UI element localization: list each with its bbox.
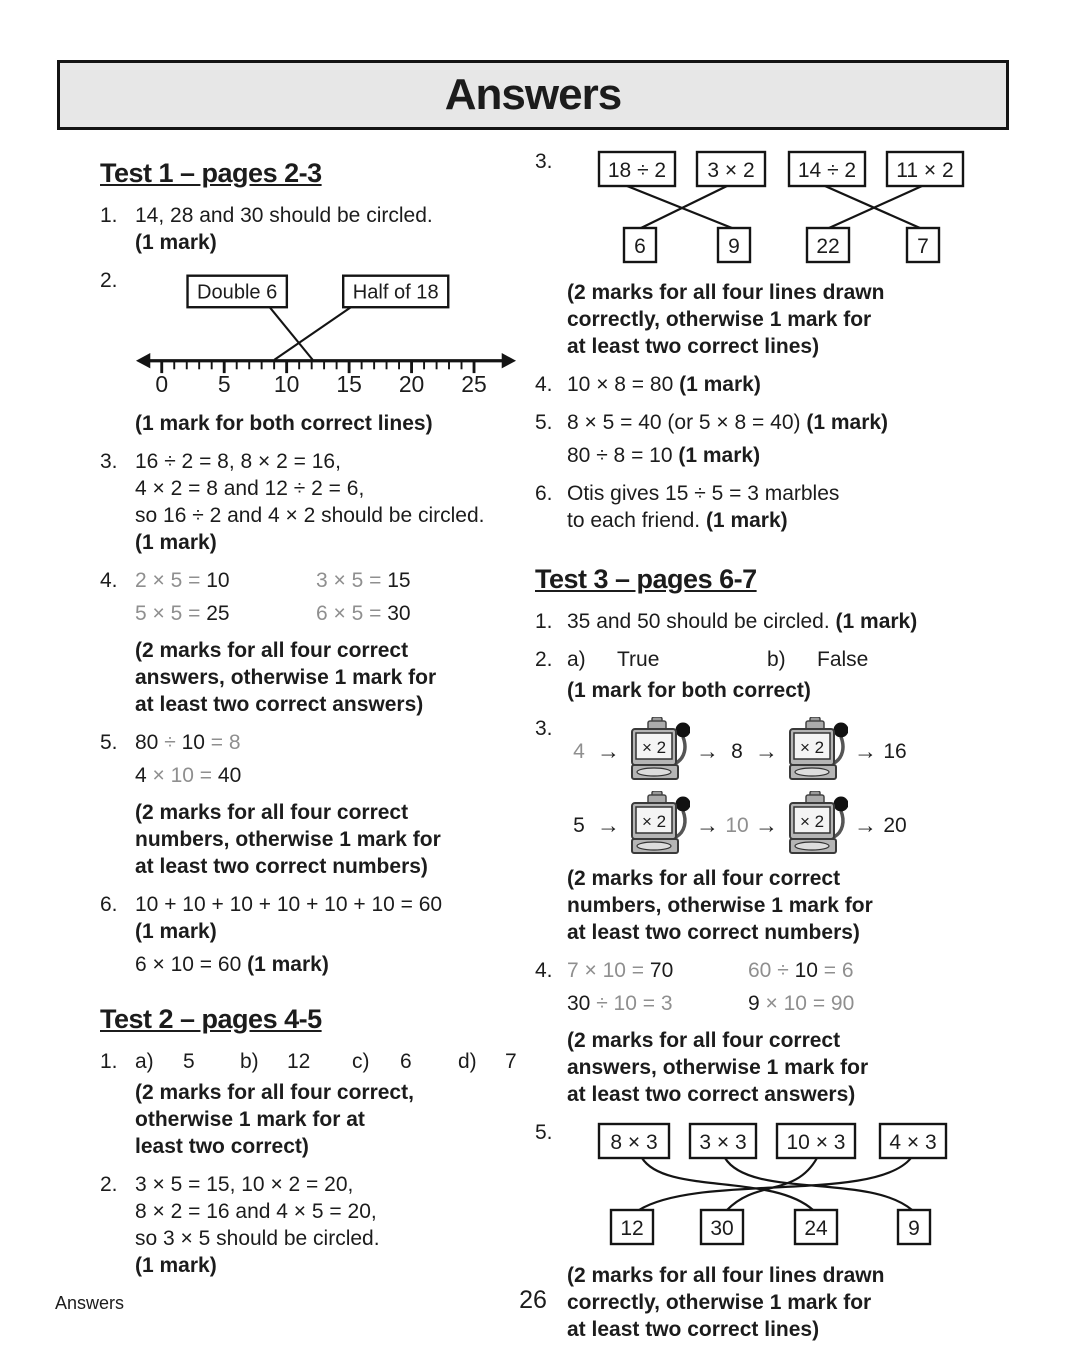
question-number: 1. [100,1050,118,1073]
answer-text: Otis gives 15 ÷ 5 = 3 marbles [567,482,840,505]
part-value: True [617,648,660,671]
question-number: 1. [535,610,553,633]
mark-note: (1 mark) [135,920,217,943]
question-number: 4. [100,569,118,592]
test1-q3 [100,448,514,556]
question-number: 1. [100,204,118,227]
tick-label-15: 15 [336,371,362,397]
function-machine-icon [626,791,690,859]
label-box-double-6: Double 6 [197,281,278,304]
test2-q1 [100,1048,517,1160]
answer-text: so 16 ÷ 2 and 4 × 2 should be circled. [135,504,485,527]
mark-note: (1 mark for both correct) [567,679,811,702]
number-line-svg [135,269,517,397]
function-machine-row [567,791,1013,859]
tick-label-20: 20 [398,371,425,397]
arrow-right-icon: → [597,811,620,838]
tick-label-25: 25 [461,371,487,397]
match-top-box: 4 × 3 [889,1131,937,1154]
test-1-heading: Test 1 – pages 2-3 [100,158,322,188]
arrow-right-icon: → [854,811,877,838]
question-number: 4. [535,959,553,982]
page-number: 26 [519,1286,547,1314]
answer-text: 10 × 8 = 80 [567,373,674,396]
function-machine-icon [784,717,848,785]
test-3-heading: Test 3 – pages 6-7 [535,564,757,594]
equation-grid [567,957,1013,1017]
arrow-right-icon: → [854,737,877,764]
equation-grid [135,567,514,627]
matching-diagram [567,1121,1013,1256]
part-value: 6 [400,1050,412,1073]
match-top-box: 11 × 2 [896,159,954,182]
answer-text: so 3 × 5 should be circled. [135,1227,380,1250]
machine-middle-value: 10 [725,813,749,837]
equation: 6 × 5 = 30 [316,602,411,625]
question-number: 3. [535,150,553,173]
machine-operation-label: × 2 [641,738,667,757]
equation: 4 × 10 = 40 [135,764,242,787]
machine-operation-label: × 2 [799,738,825,757]
page-title: Answers [444,70,622,119]
question-number: 2. [535,648,553,671]
answer-text: 6 × 10 = 60 (1 mark) [135,953,329,976]
equation: 5 × 5 = 25 [135,602,230,625]
question-number: 6. [100,893,118,916]
test2-q5 [535,409,1013,469]
machine-output: 20 [883,813,907,837]
match-top-box: 14 ÷ 2 [797,159,857,182]
match-bottom-box: 6 [634,235,646,258]
question-number: 4. [535,373,553,396]
mark-note: (2 marks for all four correct numbers, otherwise 1 mark for at least two correct numbers) [567,867,873,944]
part-value: 7 [505,1050,517,1073]
function-machine-row [567,717,1013,785]
test3-q4 [535,957,1013,1108]
answer-text: 10 + 10 + 10 + 10 + 10 + 10 = 60 [135,893,443,916]
tick-label-5: 5 [217,371,231,397]
mark-note: (1 mark for both correct lines) [135,412,433,435]
machine-middle-value: 8 [731,739,743,763]
test3-q3 [535,715,1013,946]
mark-note: (1 mark) [705,509,788,532]
major-ticks [162,361,474,373]
equation: 30 ÷ 10 = 3 [567,992,673,1015]
answers-header-banner [57,60,1009,130]
mark-note: (2 marks for all four lines drawn correctly, otherwise 1 mark for at least two correct lines) [567,281,885,358]
mark-note: (1 mark) [806,411,889,434]
right-column [535,148,1013,1354]
match-top-box: 8 × 3 [610,1131,658,1154]
tick-label-0: 0 [155,371,169,397]
mark-note: (2 marks for all four lines drawn correctly, otherwise 1 mark for at least two correct lines) [567,1264,885,1341]
matching-svg [567,150,967,266]
part-value: 5 [183,1050,195,1073]
question-number: 2. [100,269,118,292]
machine-input: 4 [573,739,585,763]
mark-note: (1 mark) [679,373,761,396]
mark-note: (1 mark) [135,531,217,554]
part-value: 12 [287,1050,311,1073]
match-top-box: 18 ÷ 2 [607,159,667,182]
matching-svg [567,1121,967,1249]
match-bottom-box: 24 [804,1217,828,1240]
test3-q1 [535,608,1013,635]
match-bottom-box: 7 [917,235,929,258]
test1-q2 [100,267,514,437]
answer-text: 14, 28 and 30 should be circled. [135,204,433,227]
arrow-right-icon: → [755,737,778,764]
match-bottom-box: 30 [710,1217,734,1240]
answer-text: 35 and 50 should be circled. [567,610,830,633]
answer-text: 3 × 5 = 15, 10 × 2 = 20, [135,1173,354,1196]
test-2-heading: Test 2 – pages 4-5 [100,1004,322,1034]
arrow-right-icon: → [755,811,778,838]
mark-note: (1 mark) [247,953,329,976]
function-machine-icon [784,791,848,859]
test1-q1 [100,202,514,256]
equation: 60 ÷ 10 = 6 [748,959,854,982]
question-number: 3. [100,450,118,473]
arrow-right-icon: → [696,737,719,764]
right-arrowhead [502,353,516,368]
answer-line-double6-to-12 [270,307,313,360]
label-box-half-of-18: Half of 18 [352,281,439,304]
machine-input: 5 [573,813,585,837]
match-bottom-box: 9 [908,1217,920,1240]
arrow-right-icon: → [696,811,719,838]
test2-q4 [535,371,1013,398]
part-label: a) [567,648,586,671]
number-line-diagram [135,269,517,404]
footer-section-label: Answers [55,1293,125,1313]
arrow-right-icon: → [597,737,620,764]
test2-q6 [535,480,1013,534]
machine-output: 16 [883,739,907,763]
test3-q2 [535,646,1013,704]
equation: 2 × 5 = 10 [135,569,230,592]
match-bottom-box: 9 [728,235,740,258]
function-machine-icon [626,717,690,785]
answer-line-half18-to-9 [274,307,350,360]
mark-note: (1 mark) [135,1254,217,1277]
answer-text: 4 × 2 = 8 and 12 ÷ 2 = 6, [135,477,365,500]
answer-text: 80 ÷ 8 = 10 [567,444,673,467]
machine-operation-label: × 2 [641,812,667,831]
question-number: 6. [535,482,553,505]
part-label: b) [767,648,786,671]
mark-note: (1 mark) [135,231,217,254]
mark-note: (2 marks for all four correct numbers, otherwise 1 mark for at least two correct numbers) [135,801,441,878]
answer-text: 16 ÷ 2 = 8, 8 × 2 = 16, [135,450,341,473]
matching-diagram [567,150,1013,273]
answer-text: to each friend. [567,509,701,532]
mark-note: (2 marks for all four correct answers, otherwise 1 mark for at least two correct answers) [135,639,437,716]
equation: 9 × 10 = 90 [748,992,855,1015]
equation: 3 × 5 = 15 [316,569,411,592]
question-number: 3. [535,717,553,740]
test1-q5 [100,729,514,880]
multi-part-answers [567,646,1013,673]
equation: 7 × 10 = 70 [567,959,674,982]
mark-note: (2 marks for all four correct, otherwise 1 mark for at least two correct) [135,1081,414,1158]
test2-q2 [100,1171,514,1279]
left-column [100,148,517,1290]
test1-q6 [100,891,514,978]
equation: 80 ÷ 10 = 8 [135,731,241,754]
mark-note: (1 mark) [678,444,761,467]
machine-operation-label: × 2 [799,812,825,831]
left-arrowhead [136,353,150,368]
question-number: 5. [535,1121,553,1144]
part-value: False [817,648,869,671]
answer-text: 8 × 2 = 16 and 4 × 5 = 20, [135,1200,377,1223]
mark-note: (2 marks for all four correct answers, otherwise 1 mark for at least two correct answers) [567,1029,869,1106]
part-label: c) [352,1050,370,1073]
part-label: b) [240,1050,259,1073]
part-label: a) [135,1050,154,1073]
question-number: 2. [100,1173,118,1196]
tick-label-10: 10 [273,371,300,397]
part-label: d) [458,1050,477,1073]
mark-note: (1 mark) [835,610,918,633]
test1-q4 [100,567,514,718]
question-number: 5. [535,411,553,434]
match-top-box: 3 × 2 [707,159,755,182]
multi-part-answers [135,1048,517,1075]
match-bottom-box: 22 [816,235,840,258]
test2-q3 [535,148,1013,360]
answer-text: 8 × 5 = 40 (or 5 × 8 = 40) [567,411,801,434]
match-top-box: 10 × 3 [786,1131,846,1154]
question-number: 5. [100,731,118,754]
match-top-box: 3 × 3 [699,1131,747,1154]
match-bottom-box: 12 [620,1217,644,1240]
